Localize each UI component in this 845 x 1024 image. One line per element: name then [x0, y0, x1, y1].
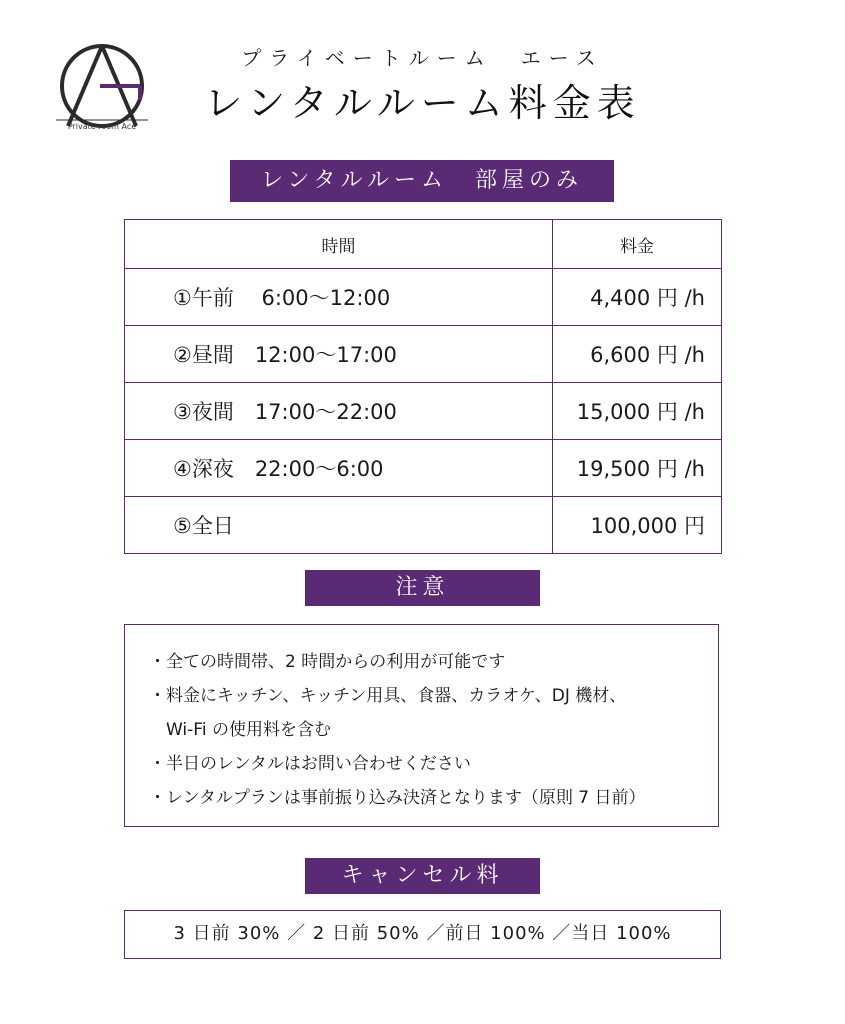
- notice-section-heading: 注意: [305, 570, 540, 606]
- price-cell: 15,000 円 /h: [553, 383, 722, 440]
- time-cell: ①午前 6:00～12:00: [125, 269, 553, 326]
- time-cell: ⑤全日: [125, 497, 553, 554]
- price-cell: 4,400 円 /h: [553, 269, 722, 326]
- table-row: [125, 269, 722, 326]
- table-row: [125, 440, 722, 497]
- table-header-row: [125, 220, 722, 269]
- page-subtitle: プライベートルーム エース: [241, 46, 604, 70]
- page-title: レンタルルーム料金表: [204, 81, 641, 125]
- notice-item: ・半日のレンタルはお問い合わせください: [149, 754, 471, 774]
- price-cell: 100,000 円: [553, 497, 722, 554]
- column-header-time: 時間: [125, 220, 553, 269]
- time-cell: ④深夜 22:00～6:00: [125, 440, 553, 497]
- notice-item: ・全ての時間帯、2 時間からの利用が可能です: [149, 652, 506, 672]
- cancel-section-heading: キャンセル料: [305, 858, 540, 894]
- notice-item: ・レンタルプランは事前振り込み決済となります（原則 7 日前）: [149, 788, 646, 808]
- price-table: [124, 219, 722, 554]
- table-row: [125, 326, 722, 383]
- table-row: [125, 497, 722, 554]
- notice-item: Wi-Fi の使用料を含む: [149, 720, 331, 740]
- cancel-fee-box: 3 日前 30% ／ 2 日前 50% ／前日 100% ／当日 100%: [124, 910, 721, 959]
- rental-section-heading: レンタルルーム 部屋のみ: [230, 160, 614, 202]
- price-cell: 6,600 円 /h: [553, 326, 722, 383]
- price-cell: 19,500 円 /h: [553, 440, 722, 497]
- logo-caption: Private room Ace: [67, 122, 137, 131]
- time-cell: ③夜間 17:00～22:00: [125, 383, 553, 440]
- time-cell: ②昼間 12:00～17:00: [125, 326, 553, 383]
- notice-item: ・料金にキッチン、キッチン用具、食器、カラオケ、DJ 機材、: [149, 686, 627, 706]
- column-header-price: 料金: [553, 220, 722, 269]
- notice-box: [124, 624, 719, 827]
- table-row: [125, 383, 722, 440]
